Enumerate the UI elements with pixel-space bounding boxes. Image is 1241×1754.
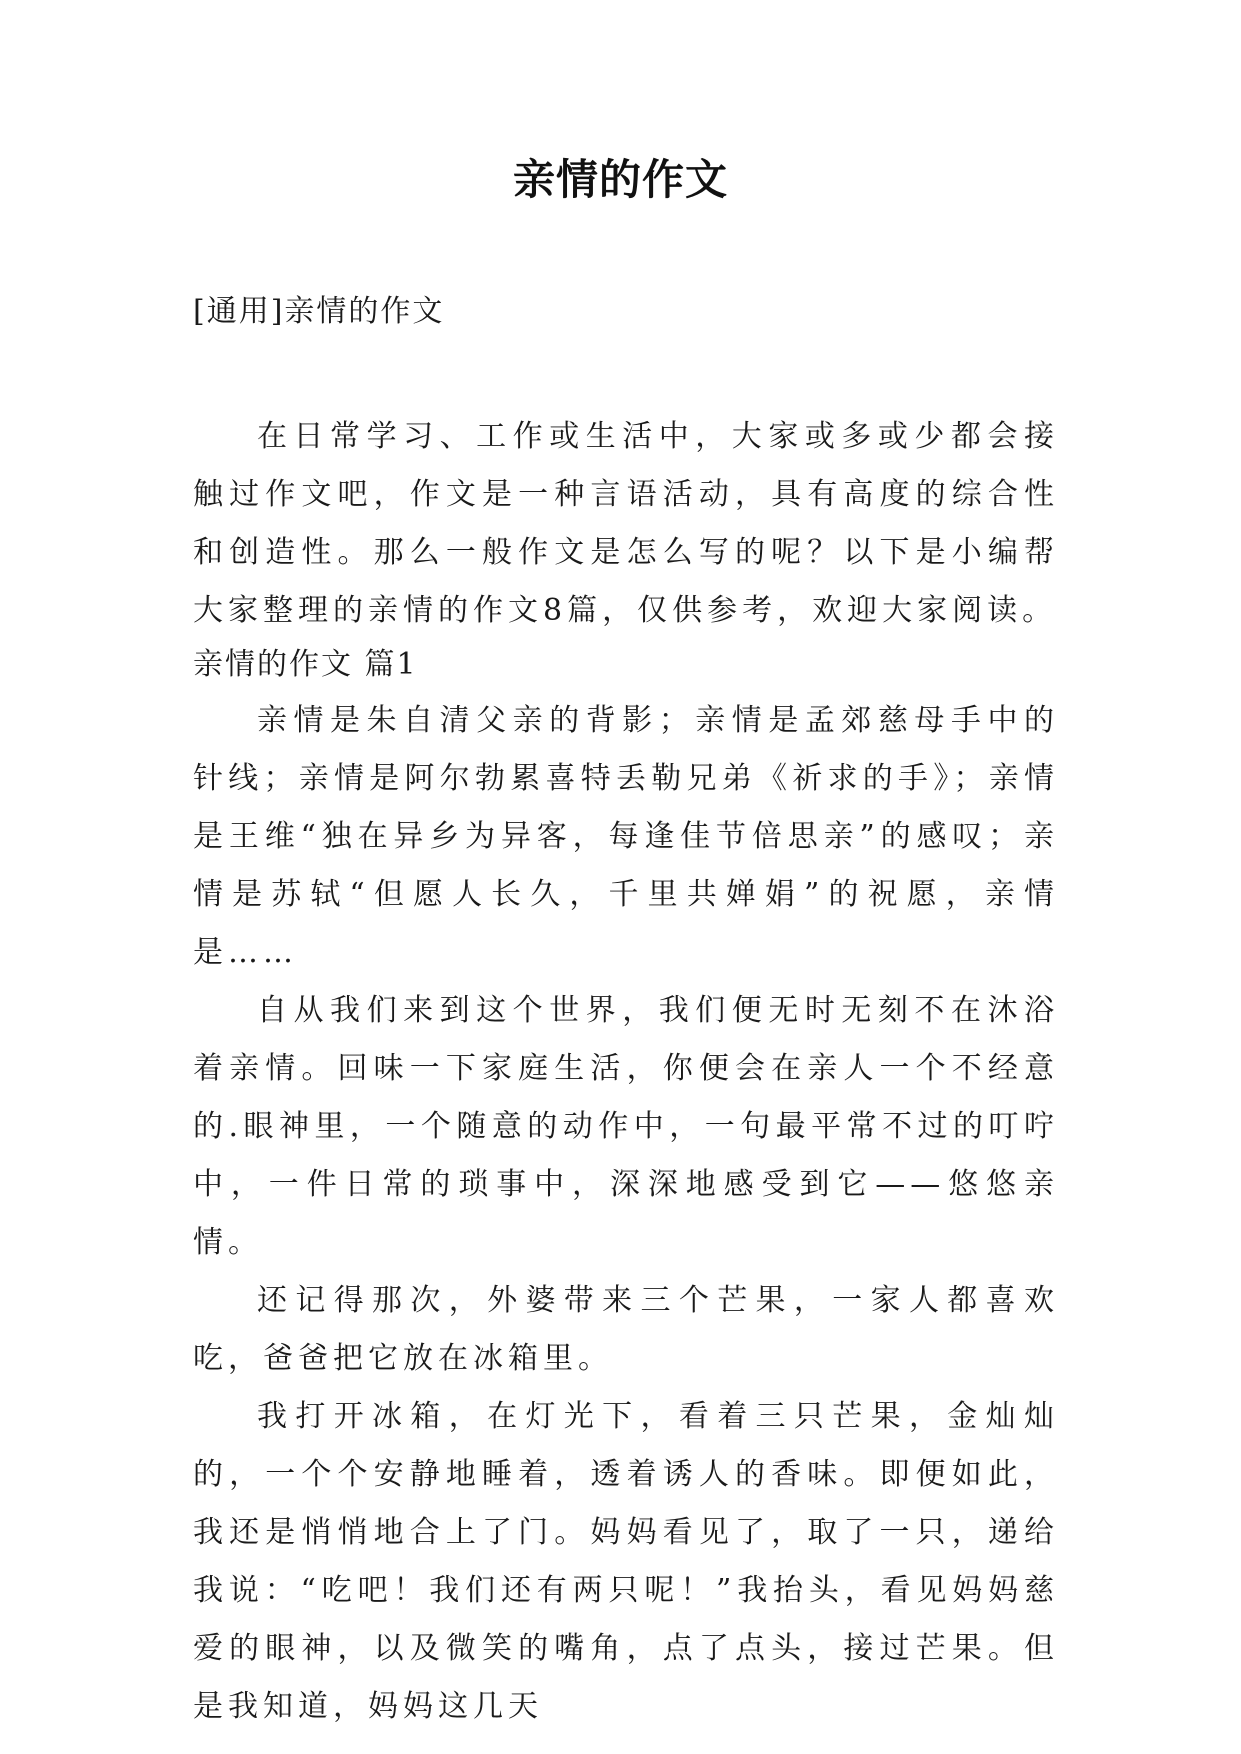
body-paragraph: 亲情是朱自清父亲的背影；亲情是孟郊慈母手中的针线；亲情是阿尔勃累喜特丢勒兄弟《祈求的手》；亲情是王维“独在异乡为异客，每逢佳节倍思亲”的感叹；亲情是苏轼“但愿人长久，千里共婵娟”的祝愿，亲情是……	[193, 703, 1059, 970]
body-paragraph: 还记得那次，外婆带来三个芒果，一家人都喜欢吃，爸爸把它放在冰箱里。	[193, 1283, 1059, 1376]
section-heading: 亲情的作文 篇1	[193, 647, 418, 682]
document-subtitle: [通用]亲情的作文	[193, 294, 445, 329]
document-title: 亲情的作文	[512, 155, 728, 204]
body-paragraph: 自从我们来到这个世界，我们便无时无刻不在沐浴着亲情。回味一下家庭生活，你便会在亲人一个不经意的.眼神里，一个随意的动作中，一句最平常不过的叮咛中，一件日常的琐事中，深深地感受到它——悠悠亲情。	[193, 993, 1059, 1260]
document-body	[193, 408, 1059, 1736]
intro-paragraph: 在日常学习、工作或生活中，大家或多或少都会接触过作文吧，作文是一种言语活动，具有高度的综合性和创造性。那么一般作文是怎么写的呢？以下是小编帮大家整理的亲情的作文8篇，仅供参考，欢迎大家阅读。	[193, 419, 1059, 628]
body-paragraph: 我打开冰箱，在灯光下，看着三只芒果，金灿灿的，一个个安静地睡着，透着诱人的香味。即便如此，我还是悄悄地合上了门。妈妈看见了，取了一只，递给我说：“吃吧！我们还有两只呢！”我抬头，看见妈妈慈爱的眼神，以及微笑的嘴角，点了点头，接过芒果。但是我知道，妈妈这几天	[193, 1399, 1059, 1724]
